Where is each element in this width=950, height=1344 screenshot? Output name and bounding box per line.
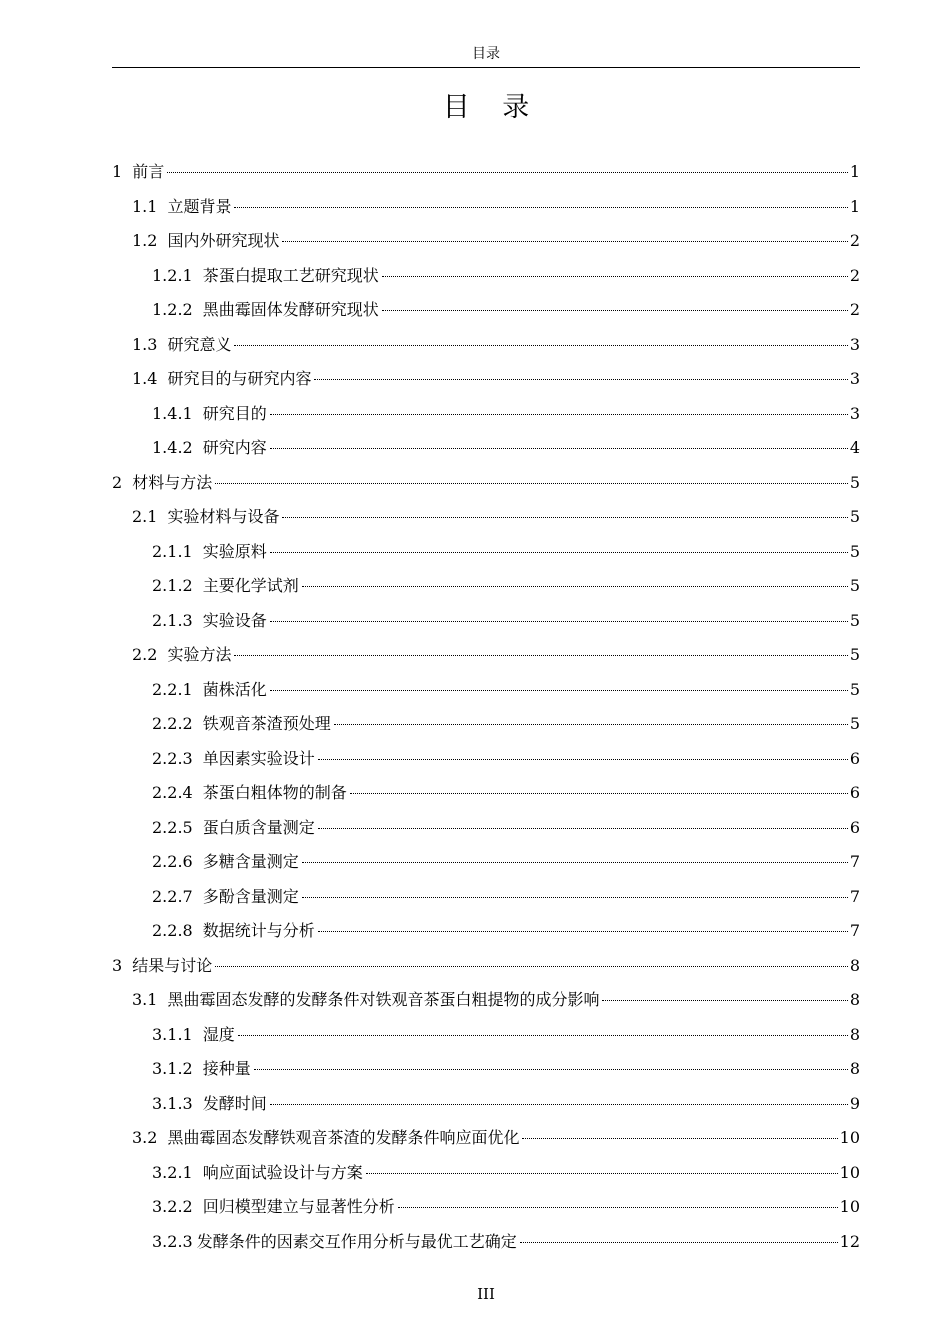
toc-entry-page: 6 <box>849 783 860 802</box>
toc-entry-page: 7 <box>849 852 860 871</box>
dot-leader <box>234 207 847 208</box>
toc-entry-number: 2.1 <box>132 507 158 526</box>
toc-entry-page: 10 <box>839 1162 860 1182</box>
toc-entry-page: 5 <box>849 576 860 595</box>
toc-entry-label: 响应面试验设计与方案 <box>202 1162 363 1182</box>
toc-entry-number: 2.2.1 <box>152 679 193 699</box>
dot-leader <box>314 379 847 380</box>
toc-entry[interactable] <box>112 811 860 846</box>
toc-entry-number: 1.3 <box>132 334 158 354</box>
toc-entry-label: 实验方法 <box>167 645 232 664</box>
toc-entry-number: 2.2.3 <box>152 748 193 768</box>
toc-entry[interactable] <box>112 1087 860 1122</box>
toc-entry-label: 发酵条件的因素交互作用分析与最优工艺确定 <box>196 1231 517 1251</box>
toc-entry-number: 1 <box>112 162 123 181</box>
toc-entry-label: 结果与讨论 <box>132 955 213 975</box>
toc-entry-label: 前言 <box>132 162 165 181</box>
toc-entry-number: 2.2.7 <box>152 886 193 906</box>
toc-entry-page: 6 <box>849 748 860 768</box>
toc-entry-number: 2 <box>112 472 123 492</box>
dot-leader <box>302 862 848 863</box>
toc-entry-label: 黑曲霉固态发酵铁观音茶渣的发酵条件响应面优化 <box>167 1128 520 1147</box>
toc-entry-label: 主要化学试剂 <box>202 576 299 595</box>
toc-entry[interactable] <box>112 155 860 190</box>
toc-entry[interactable] <box>112 983 860 1018</box>
toc-entry-number: 1.4.2 <box>152 438 193 457</box>
toc-entry-number: 1.2.2 <box>152 300 193 319</box>
dot-leader <box>167 172 848 173</box>
toc-entry-page: 3 <box>849 334 860 354</box>
toc-entry-number: 3.1.2 <box>152 1059 193 1078</box>
dot-leader <box>282 241 847 242</box>
toc-entry[interactable] <box>112 673 860 708</box>
toc-entry-number: 2.2.4 <box>152 783 193 802</box>
toc-entry[interactable] <box>112 466 860 501</box>
toc-entry-number: 2.2.2 <box>152 714 193 733</box>
toc-entry-label: 研究意义 <box>167 334 232 354</box>
page-number: III <box>477 1285 495 1303</box>
toc-entry-label: 单因素实验设计 <box>202 748 315 768</box>
toc-entry-number: 1.2 <box>132 231 158 250</box>
toc-entry-page: 4 <box>849 438 860 457</box>
table-of-contents <box>112 155 860 1259</box>
toc-entry-number: 3.1.3 <box>152 1093 193 1113</box>
toc-entry[interactable] <box>112 1225 860 1260</box>
toc-entry-page: 2 <box>849 231 860 250</box>
toc-entry-number: 2.2 <box>132 645 158 664</box>
toc-entry[interactable] <box>112 259 860 294</box>
dot-leader <box>270 1104 848 1105</box>
toc-entry-number: 3 <box>112 955 123 975</box>
dot-leader <box>270 621 848 622</box>
toc-entry-page: 5 <box>849 645 860 664</box>
toc-entry[interactable] <box>112 742 860 777</box>
toc-entry-number: 2.1.2 <box>152 576 193 595</box>
dot-leader <box>302 586 848 587</box>
toc-entry[interactable] <box>112 500 860 535</box>
toc-entry-label: 研究内容 <box>202 438 267 457</box>
toc-entry-page: 5 <box>849 541 860 561</box>
toc-entry[interactable] <box>112 880 860 915</box>
toc-entry-page: 8 <box>849 990 860 1009</box>
dot-leader <box>302 897 848 898</box>
toc-entry[interactable] <box>112 190 860 225</box>
toc-entry[interactable] <box>112 776 860 811</box>
toc-entry-number: 3.1.1 <box>152 1024 193 1044</box>
toc-entry-label: 实验设备 <box>202 610 267 630</box>
toc-entry-label: 发酵时间 <box>202 1093 267 1113</box>
dot-leader <box>270 552 848 553</box>
dot-leader <box>234 345 847 346</box>
toc-entry-label: 接种量 <box>202 1059 251 1078</box>
toc-entry[interactable] <box>112 293 860 328</box>
toc-entry-page: 1 <box>849 162 860 181</box>
toc-entry-number: 3.1 <box>132 990 158 1009</box>
toc-entry[interactable] <box>112 949 860 984</box>
toc-entry-page: 2 <box>849 300 860 319</box>
toc-entry[interactable] <box>112 845 860 880</box>
dot-leader <box>215 483 848 484</box>
dot-leader <box>334 724 848 725</box>
toc-entry-number: 3.2 <box>132 1128 158 1147</box>
toc-entry-page: 5 <box>849 679 860 699</box>
toc-entry[interactable] <box>112 604 860 639</box>
toc-entry-page: 5 <box>849 507 860 526</box>
toc-entry[interactable] <box>112 1018 860 1053</box>
toc-entry-number: 3.2.3 <box>152 1231 193 1251</box>
toc-entry-page: 2 <box>849 265 860 285</box>
toc-entry-label: 多糖含量测定 <box>202 852 299 871</box>
toc-entry-number: 2.2.6 <box>152 852 193 871</box>
dot-leader <box>522 1138 837 1139</box>
dot-leader <box>520 1242 838 1243</box>
toc-entry-page: 5 <box>849 472 860 492</box>
toc-entry-label: 蛋白质含量测定 <box>202 817 315 837</box>
toc-entry-label: 材料与方法 <box>132 472 213 492</box>
toc-entry-number: 2.1.1 <box>152 541 193 561</box>
toc-entry-page: 3 <box>849 403 860 423</box>
toc-entry-label: 黑曲霉固体发酵研究现状 <box>202 300 379 319</box>
toc-entry[interactable] <box>112 224 860 259</box>
dot-leader <box>215 966 848 967</box>
toc-entry-label: 立题背景 <box>167 196 232 216</box>
page-title: 目 录 <box>442 92 542 123</box>
toc-entry-label: 黑曲霉固态发酵的发酵条件对铁观音茶蛋白粗提物的成分影响 <box>167 990 600 1009</box>
toc-entry-label: 实验原料 <box>202 541 267 561</box>
toc-entry-page: 8 <box>849 1024 860 1044</box>
dot-leader <box>318 931 848 932</box>
toc-entry-page: 12 <box>839 1231 860 1251</box>
toc-entry[interactable] <box>112 328 860 363</box>
toc-entry-label: 多酚含量测定 <box>202 886 299 906</box>
dot-leader <box>270 414 848 415</box>
toc-entry-number: 2.2.8 <box>152 921 193 940</box>
dot-leader <box>282 517 847 518</box>
toc-entry-page: 5 <box>849 610 860 630</box>
header-rule <box>112 67 860 68</box>
toc-entry-number: 2.1.3 <box>152 610 193 630</box>
toc-entry[interactable] <box>112 1190 860 1225</box>
toc-entry[interactable] <box>112 707 860 742</box>
toc-entry-label: 湿度 <box>202 1024 235 1044</box>
running-header: 目录 <box>472 46 500 62</box>
toc-entry-label: 实验材料与设备 <box>167 507 280 526</box>
toc-entry-number: 3.2.2 <box>152 1197 193 1216</box>
toc-entry-number: 1.1 <box>132 196 158 216</box>
dot-leader <box>602 1000 847 1001</box>
toc-entry-page: 1 <box>849 196 860 216</box>
toc-entry[interactable] <box>112 362 860 397</box>
toc-entry[interactable] <box>112 535 860 570</box>
toc-entry-page: 9 <box>849 1093 860 1113</box>
toc-entry-label: 回归模型建立与显著性分析 <box>202 1197 395 1216</box>
toc-entry-number: 1.2.1 <box>152 265 193 285</box>
toc-entry-page: 10 <box>839 1197 860 1216</box>
toc-entry[interactable] <box>112 397 860 432</box>
toc-entry-label: 菌株活化 <box>202 679 267 699</box>
dot-leader <box>350 793 848 794</box>
toc-entry-page: 3 <box>849 369 860 388</box>
toc-entry[interactable] <box>112 431 860 466</box>
toc-entry[interactable] <box>112 1121 860 1156</box>
toc-entry-label: 研究目的与研究内容 <box>167 369 312 388</box>
toc-entry-page: 8 <box>849 955 860 975</box>
dot-leader <box>254 1069 848 1070</box>
toc-entry-page: 7 <box>849 921 860 940</box>
toc-entry-number: 3.2.1 <box>152 1162 193 1182</box>
toc-entry[interactable] <box>112 638 860 673</box>
dot-leader <box>318 828 848 829</box>
dot-leader <box>366 1173 838 1174</box>
dot-leader <box>398 1207 838 1208</box>
toc-entry[interactable] <box>112 914 860 949</box>
toc-entry[interactable] <box>112 569 860 604</box>
dot-leader <box>318 759 848 760</box>
toc-entry-page: 10 <box>839 1128 860 1147</box>
toc-entry-number: 1.4.1 <box>152 403 193 423</box>
toc-entry-label: 国内外研究现状 <box>167 231 280 250</box>
toc-entry-label: 茶蛋白粗体物的制备 <box>202 783 347 802</box>
dot-leader <box>270 448 848 449</box>
toc-entry-number: 1.4 <box>132 369 158 388</box>
toc-entry-page: 6 <box>849 817 860 837</box>
dot-leader <box>270 690 848 691</box>
toc-entry-label: 铁观音茶渣预处理 <box>202 714 331 733</box>
toc-entry-number: 2.2.5 <box>152 817 193 837</box>
toc-entry-label: 数据统计与分析 <box>202 921 315 940</box>
toc-entry-page: 5 <box>849 714 860 733</box>
toc-entry-label: 研究目的 <box>202 403 267 423</box>
toc-entry-label: 茶蛋白提取工艺研究现状 <box>202 265 379 285</box>
toc-entry[interactable] <box>112 1156 860 1191</box>
toc-entry-page: 8 <box>849 1059 860 1078</box>
dot-leader <box>382 310 848 311</box>
dot-leader <box>238 1035 848 1036</box>
toc-entry-page: 7 <box>849 886 860 906</box>
dot-leader <box>382 276 848 277</box>
dot-leader <box>234 655 847 656</box>
toc-entry[interactable] <box>112 1052 860 1087</box>
